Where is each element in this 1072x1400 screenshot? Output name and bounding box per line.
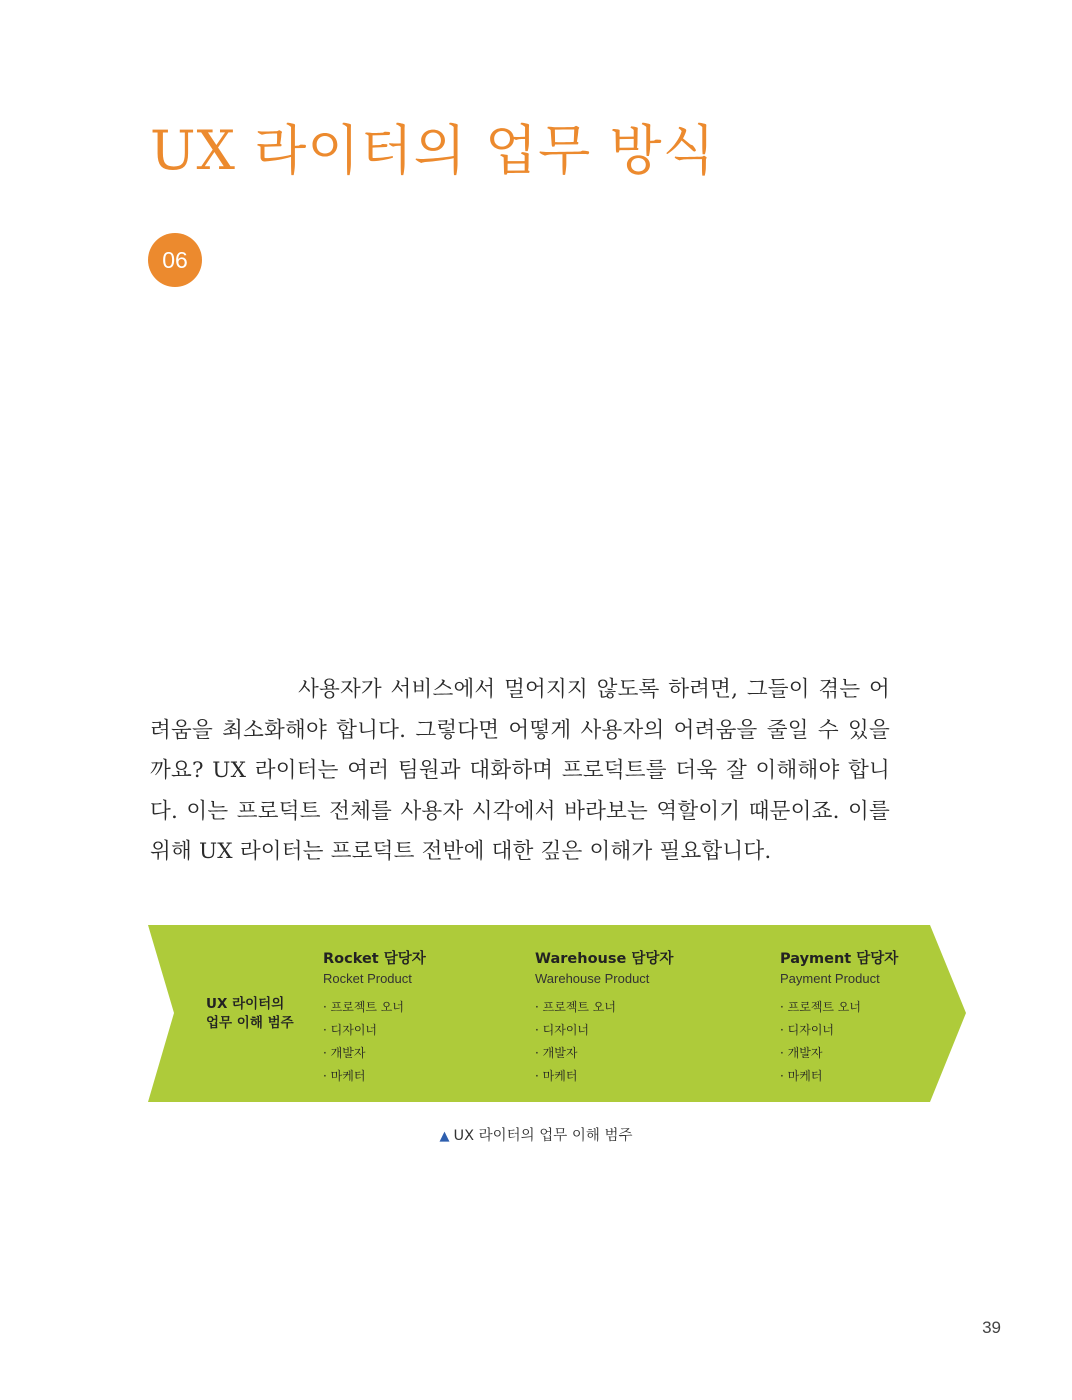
list-item: · 개발자 bbox=[323, 1046, 366, 1060]
scope-label bbox=[206, 995, 316, 1033]
page-number: 39 bbox=[982, 1318, 1001, 1337]
column-title: Rocket 담당자 bbox=[323, 951, 426, 967]
list-item: · 개발자 bbox=[535, 1046, 578, 1060]
figure-caption bbox=[0, 1124, 1072, 1145]
caption-text: UX 라이터의 업무 이해 범주 bbox=[453, 1128, 633, 1144]
role-list bbox=[323, 996, 523, 1088]
list-item: · 프로젝트 오너 bbox=[323, 1000, 404, 1014]
column-title: Warehouse 담당자 bbox=[535, 951, 674, 967]
list-item: · 개발자 bbox=[780, 1046, 823, 1060]
chapter-number: 06 bbox=[162, 246, 188, 273]
column-title: Payment 담당자 bbox=[780, 951, 899, 967]
list-item: · 디자이너 bbox=[535, 1023, 589, 1037]
list-item: · 프로젝트 오너 bbox=[780, 1000, 861, 1014]
column-payment bbox=[780, 947, 980, 1088]
triangle-up-icon: ▲ bbox=[439, 1129, 450, 1144]
column-subtitle: Payment Product bbox=[780, 971, 880, 986]
column-rocket bbox=[323, 947, 523, 1088]
list-item: · 디자이너 bbox=[323, 1023, 377, 1037]
body-paragraph: 사용자가 서비스에서 멀어지지 않도록 하려면, 그들이 겪는 어려움을 최소화해야 합니다. 그렇다면 어떻게 사용자의 어려움을 줄일 수 있을까요? UX 라이터는 여러 팀원과 대화하며 프로덕트를 더욱 잘 이해해야 합니다. 이는 프로덕트 전체를 사용자 시각에서 바라보는 역할이기 때문이죠. 이를 위해 UX 라이터는 프로덕트 전반에 대한 깊은 이해가 필요합니다. bbox=[150, 677, 890, 864]
list-item: · 프로젝트 오너 bbox=[535, 1000, 616, 1014]
column-subtitle: Rocket Product bbox=[323, 971, 412, 986]
role-list bbox=[535, 996, 735, 1088]
list-item: · 마케터 bbox=[323, 1069, 366, 1083]
column-warehouse bbox=[535, 947, 735, 1088]
list-item: · 마케터 bbox=[780, 1069, 823, 1083]
scope-label-line-1: UX 라이터의 bbox=[206, 996, 285, 1012]
understanding-scope-diagram bbox=[148, 925, 966, 1102]
list-item: · 마케터 bbox=[535, 1069, 578, 1083]
role-list bbox=[780, 996, 980, 1088]
chapter-number-badge bbox=[148, 233, 202, 287]
list-item: · 디자이너 bbox=[780, 1023, 834, 1037]
scope-label-line-2: 업무 이해 범주 bbox=[206, 1015, 294, 1031]
chapter-title: UX 라이터의 업무 방식 bbox=[150, 119, 716, 182]
column-subtitle: Warehouse Product bbox=[535, 971, 650, 986]
